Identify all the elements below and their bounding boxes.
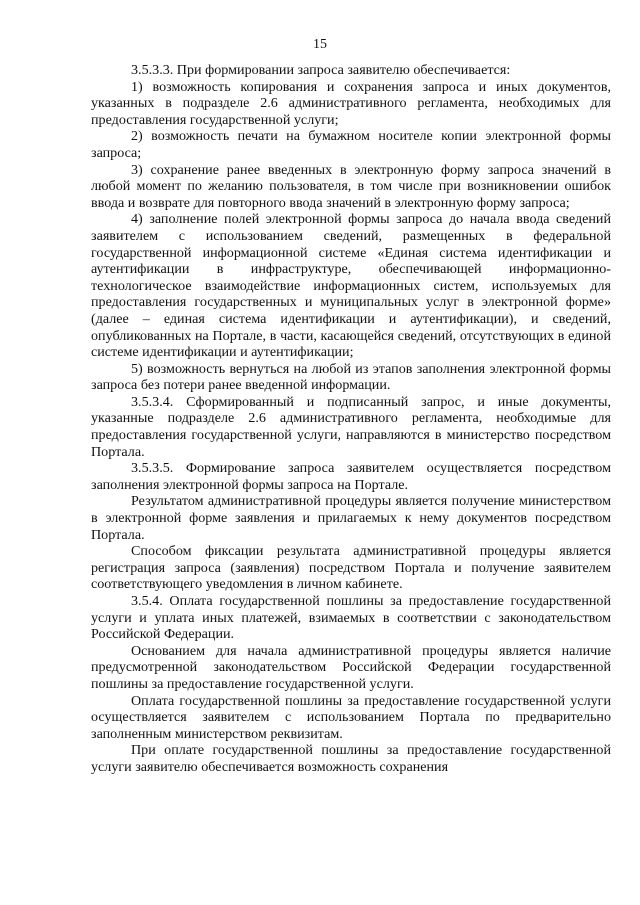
paragraph-3-5-3-3: 3.5.3.3. При формировании запроса заявителю обеспечивается: [131, 62, 511, 78]
page-number: 15 [313, 37, 327, 52]
paragraph-3-5-3-5: 3.5.3.5. Формирование запроса заявителем осуществляется посредством заполнения электронной формы запроса на Портале. [91, 460, 611, 493]
list-item-5-return: 5) возможность вернуться на любой из этапов заполнения электронной формы запроса без потери ранее введенной информации. [91, 360, 611, 394]
list-item-2-printing: 2) возможность печати на бумажном носителе копии электронной формы запроса; [91, 128, 611, 161]
list-item-3-saving: 3) сохранение ранее введенных в электронную форму запроса значений в любой момент по желанию пользователя, в том числе при возникновении ошибок ввода и возврате для повторного ввода значений в электронную форму запроса; [91, 161, 611, 211]
paragraph-fixation: Способом фиксации результата административной процедуры является регистрация запроса (заявления) посредством Портала и получение заявителем соответствующего уведомления в личном кабинете. [91, 543, 611, 593]
list-item-4-autofill: 4) заполнение полей электронной формы запроса до начала ввода сведений заявителем с использованием сведений, размещенных в федеральной государственной информационной системе «Единая система идентификации и аутентификации в инфраструктуре, обеспечивающей информационно-технологическое взаимодействие информационных систем, используемых для предоставления государственных и муниципальных услуг в электронной форме» (далее – единая система идентификации и аутентификации), и сведений, опубликованных на Портале, в части, касающейся сведений, отсутствующих в единой системе идентификации и аутентификации; [91, 211, 611, 361]
paragraph-3-5-3-4: 3.5.3.4. Сформированный и подписанный запрос, и иные документы, указанные подразделе 2.6 административного регламента, необходимые для предоставления государственной услуги, направляются в министерство посредством Портала. [91, 393, 611, 460]
paragraph-basis: Основанием для начала административной процедуры является наличие предусмотренной законодательством Российской Федерации государственной пошлины за предоставление государственной услуги. [91, 642, 611, 692]
document-body [91, 62, 611, 776]
paragraph-fee-saving: При оплате государственной пошлины за предоставление государственной услуги заявителю обеспечивается возможность сохранения [91, 742, 611, 775]
paragraph-result: Результатом административной процедуры является получение министерством в электронной форме заявления и прилагаемых к нему документов посредством Портала. [91, 493, 611, 543]
paragraph-fee-payment: Оплата государственной пошлины за предоставление государственной услуги осуществляется заявителем с использованием Портала по предварительно заполненным министерством реквизитам. [91, 692, 611, 742]
paragraph-3-5-4: 3.5.4. Оплата государственной пошлины за предоставление государственной услуги и уплата иных платежей, взимаемых в соответствии с законодательством Российской Федерации. [91, 593, 611, 643]
list-item-1-copying: 1) возможность копирования и сохранения запроса и иных документов, указанных в подразделе 2.6 административного регламента, необходимых для предоставления государственной услуги; [91, 78, 611, 128]
